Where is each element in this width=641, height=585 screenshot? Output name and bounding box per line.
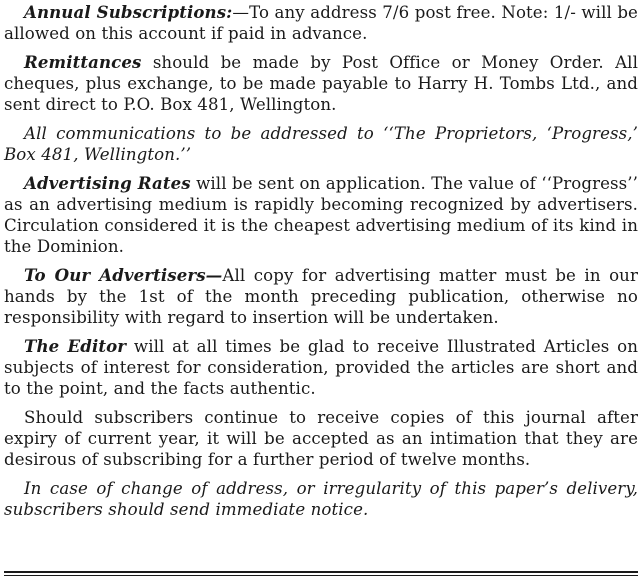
advertisers-text: All copy for advertising matter must be in our hands by the 1st of the month preceding publication, otherwise no responsibility with regard to insertion will be undertaken. xyxy=(4,266,638,327)
advertisers-paragraph xyxy=(4,265,638,328)
bottom-rule xyxy=(4,571,638,576)
communications-text: All communications to be addressed to ‘‘The Proprietors, ‘Progress,’ Box 481, Wellington.’’ xyxy=(4,124,638,164)
editor-text: will at all times be glad to receive Illustrated Articles on subjects of interest for consideration, provided the articles are short and to the point, and the facts authentic. xyxy=(4,337,638,398)
advertisers-heading: To Our Advertisers— xyxy=(24,265,223,285)
renewal-text: Should subscribers continue to receive copies of this journal after expiry of current year, it will be accepted as an intimation that they are desirous of subscribing for a further period of twelve months. xyxy=(4,408,638,469)
address-change-text: In case of change of address, or irregularity of this paper’s delivery, subscribers should send immediate notice. xyxy=(4,479,638,519)
remittances-text: should be made by Post Office or Money Order. All cheques, plus exchange, to be made payable to Harry H. Tombs Ltd., and sent direct to P.O. Box 481, Wellington. xyxy=(4,53,638,114)
communications-paragraph xyxy=(4,123,638,165)
notice-column xyxy=(4,0,638,528)
bottom-rule-thick xyxy=(4,571,638,573)
bottom-rule-thin xyxy=(4,575,638,576)
renewal-paragraph xyxy=(4,407,638,470)
editor-heading: The Editor xyxy=(24,336,127,356)
remittances-heading: Remittances xyxy=(24,52,142,72)
subscriptions-paragraph xyxy=(4,2,638,44)
subscriptions-text: —To any address 7/6 post free. Note: 1/- will be allowed on this account if paid in advance. xyxy=(4,3,638,43)
advertising-rates-paragraph xyxy=(4,173,638,257)
address-change-paragraph xyxy=(4,478,638,520)
subscriptions-heading: Annual Subscriptions: xyxy=(24,2,233,22)
remittances-paragraph xyxy=(4,52,638,115)
advertising-rates-text: will be sent on application. The value of ‘‘Progress’’ as an advertising medium is rapidly becoming recognized by advertisers. Circulation considered it is the cheapest advertising medium of its kind in the Dominion. xyxy=(4,174,638,256)
editor-paragraph xyxy=(4,336,638,399)
advertising-rates-heading: Advertising Rates xyxy=(24,173,191,193)
